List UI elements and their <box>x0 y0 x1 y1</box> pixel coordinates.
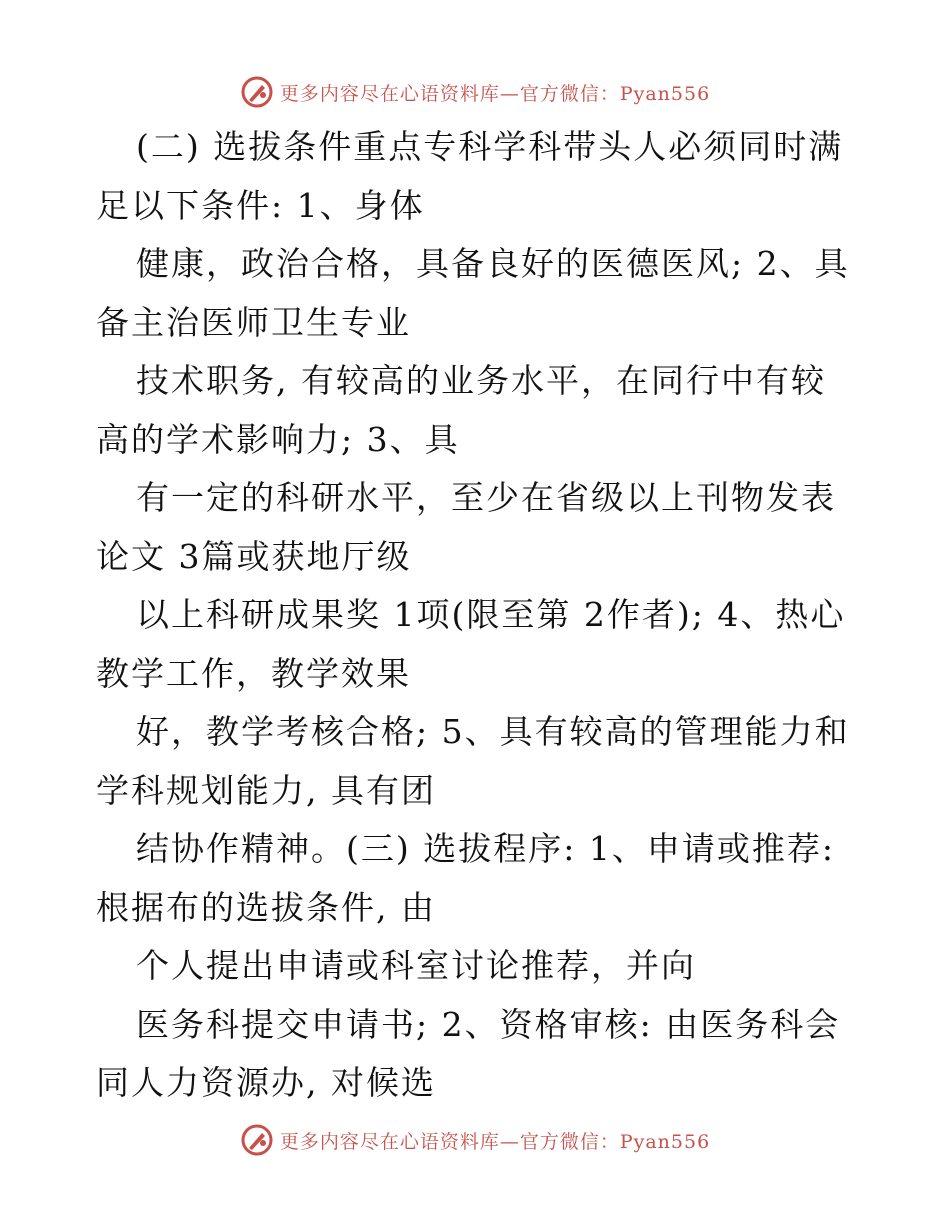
paragraph: 医务科提交申请书; 2、资格审核: 由医务科会同人力资源办, 对候选 <box>96 1004 841 1102</box>
header-watermark <box>0 72 950 112</box>
document-body <box>96 118 856 1113</box>
paragraph: 以上科研成果奖 1项(限至第 2作者); 4、热心教学工作，教学效果 <box>96 595 846 693</box>
paragraph: 结协作精神。(三) 选拔程序: 1、申请或推荐: 根据布的选拔条件, 由 <box>96 829 835 927</box>
paragraph: 有一定的科研水平，至少在省级以上刊物发表论文 3篇或获地厅级 <box>96 478 836 576</box>
paragraph: 个人提出申请或科室讨论推荐，并向 <box>136 946 696 985</box>
pen-circle-logo-icon <box>240 75 274 109</box>
watermark-text: 更多内容尽在心语资料库—官方微信：Pyan556 <box>279 1130 711 1153</box>
paragraph: 好，教学考核合格; 5、具有较高的管理能力和学科规划能力, 具有团 <box>96 712 850 810</box>
paragraph: 技术职务, 有较高的业务水平，在同行中有较高的学术影响力; 3、具 <box>96 361 826 459</box>
paragraph: 健康，政治合格，具备良好的医德医风; 2、具备主治医师卫生专业 <box>96 244 850 342</box>
watermark-text: 更多内容尽在心语资料库—官方微信：Pyan556 <box>279 82 711 105</box>
footer-watermark <box>0 1120 950 1160</box>
paragraph: (二) 选拔条件重点专科学科带头人必须同时满足以下条件: 1、身体 <box>96 127 844 225</box>
pen-circle-logo-icon <box>240 1123 274 1157</box>
